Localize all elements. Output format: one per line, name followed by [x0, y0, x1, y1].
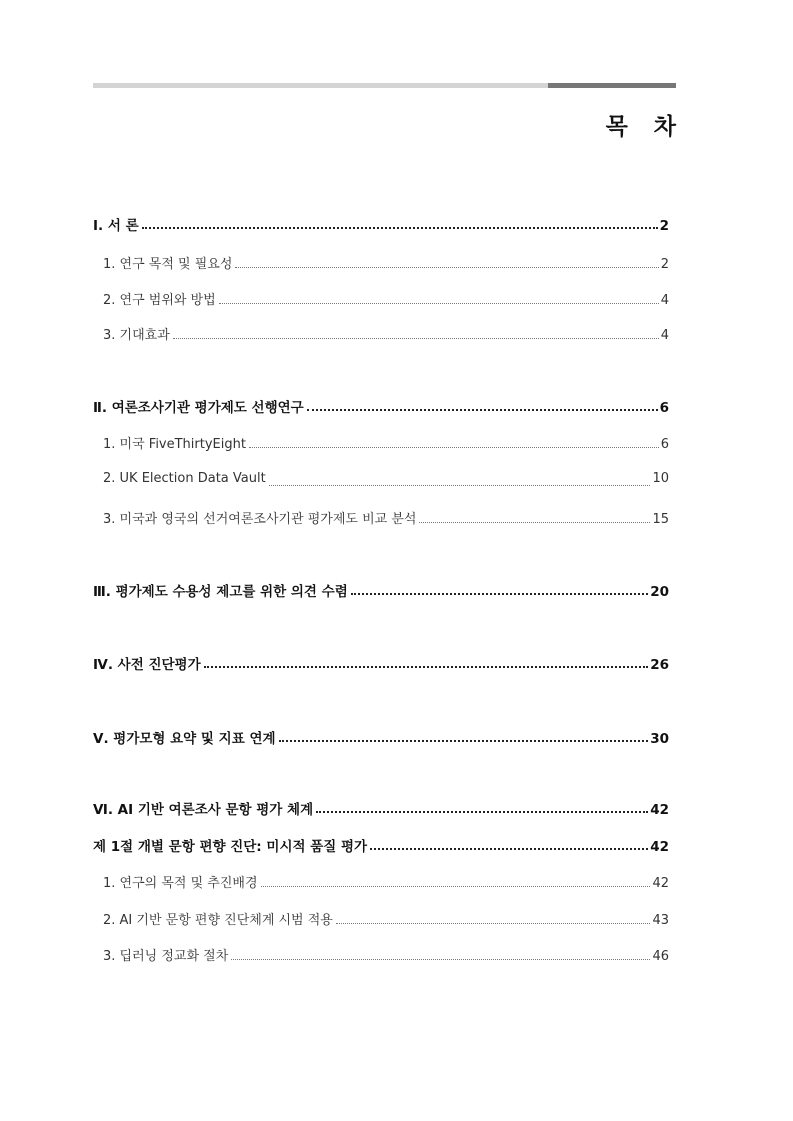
dot-leader [370, 847, 648, 850]
toc-entry-page-number: 46 [652, 949, 669, 964]
dot-leader [279, 739, 649, 742]
dot-leader [142, 226, 658, 229]
toc-entry-label: Ⅲ. 평가제도 수용성 제고를 위한 의견 수렴 [93, 584, 348, 600]
toc-entry-page-number: 10 [652, 471, 669, 486]
toc-entry-page-number: 6 [659, 400, 669, 416]
toc-entry-page-number: 26 [650, 657, 669, 673]
dot-leader [249, 446, 659, 448]
toc-entry-3[interactable] [93, 289, 669, 309]
toc-entry-page-number: 6 [660, 437, 669, 452]
toc-entry-11[interactable] [93, 727, 669, 747]
toc-entry-8[interactable] [93, 508, 669, 528]
toc-entry-page-number: 43 [652, 913, 669, 928]
toc-entry-page-number: 15 [652, 512, 669, 527]
toc-entry-4[interactable] [93, 324, 669, 344]
page-title-char-2: 차 [653, 114, 676, 140]
dot-leader [336, 922, 651, 924]
page-title-char-1: 목 [605, 114, 628, 140]
toc-entry-page-number: 42 [650, 802, 669, 818]
toc-entry-page-number: 4 [660, 328, 669, 343]
toc-entry-12[interactable] [93, 798, 669, 818]
dot-leader [204, 665, 649, 668]
toc-entry-page-number: 2 [659, 218, 669, 234]
dot-leader [219, 302, 659, 304]
header-rule-light [93, 83, 548, 88]
toc-entry-13[interactable] [93, 835, 669, 855]
toc-entry-label: 1. 미국 FiveThirtyEight [103, 437, 246, 452]
toc-entry-page-number: 4 [660, 293, 669, 308]
toc-entry-label: 1. 연구 목적 및 필요성 [103, 257, 233, 272]
dot-leader [307, 408, 658, 411]
toc-entry-2[interactable] [93, 253, 669, 273]
toc-entry-7[interactable] [93, 471, 669, 491]
toc-entry-page-number: 2 [660, 257, 669, 272]
toc-entry-16[interactable] [93, 945, 669, 965]
toc-entry-label: 3. 기대효과 [103, 328, 170, 343]
dot-leader [419, 521, 650, 523]
toc-entry-label: Ⅴ. 평가모형 요약 및 지표 연계 [93, 731, 276, 747]
toc-entry-label: 제 1절 개별 문항 편향 진단: 미시적 품질 평가 [93, 839, 368, 855]
toc-entry-label: Ⅱ. 여론조사기관 평가제도 선행연구 [93, 400, 304, 416]
dot-leader [269, 484, 651, 486]
toc-entry-label: 1. 연구의 목적 및 추진배경 [103, 876, 258, 891]
dot-leader [261, 885, 651, 887]
toc-entry-5[interactable] [93, 396, 669, 416]
toc-entry-6[interactable] [93, 433, 669, 453]
toc-entry-label: 2. UK Election Data Vault [103, 471, 266, 486]
toc-entry-label: Ⅰ. 서 론 [93, 218, 139, 234]
header-rule-dark [548, 83, 676, 88]
toc-entry-15[interactable] [93, 909, 669, 929]
toc-entry-1[interactable] [93, 214, 669, 234]
dot-leader [235, 266, 658, 268]
toc-entry-label: 2. AI 기반 문항 편향 진단체계 시범 적용 [103, 913, 333, 928]
toc-entry-page-number: 42 [652, 876, 669, 891]
toc-entry-10[interactable] [93, 653, 669, 673]
toc-entry-label: Ⅵ. AI 기반 여론조사 문항 평가 체계 [93, 802, 314, 818]
toc-entry-label: 2. 연구 범위와 방법 [103, 293, 216, 308]
toc-entry-page-number: 42 [650, 839, 669, 855]
toc-entry-label: 3. 미국과 영국의 선거여론조사기관 평가제도 비교 분석 [103, 512, 417, 527]
dot-leader [316, 810, 648, 813]
toc-entry-label: Ⅳ. 사전 진단평가 [93, 657, 201, 673]
dot-leader [173, 337, 659, 339]
toc-entry-9[interactable] [93, 580, 669, 600]
dot-leader [231, 958, 650, 960]
toc-entry-page-number: 20 [650, 584, 669, 600]
toc-entry-14[interactable] [93, 872, 669, 892]
page-title [606, 108, 676, 141]
toc-entry-label: 3. 딥러닝 정교화 절차 [103, 949, 229, 964]
toc-entry-page-number: 30 [650, 731, 669, 747]
dot-leader [351, 592, 648, 595]
